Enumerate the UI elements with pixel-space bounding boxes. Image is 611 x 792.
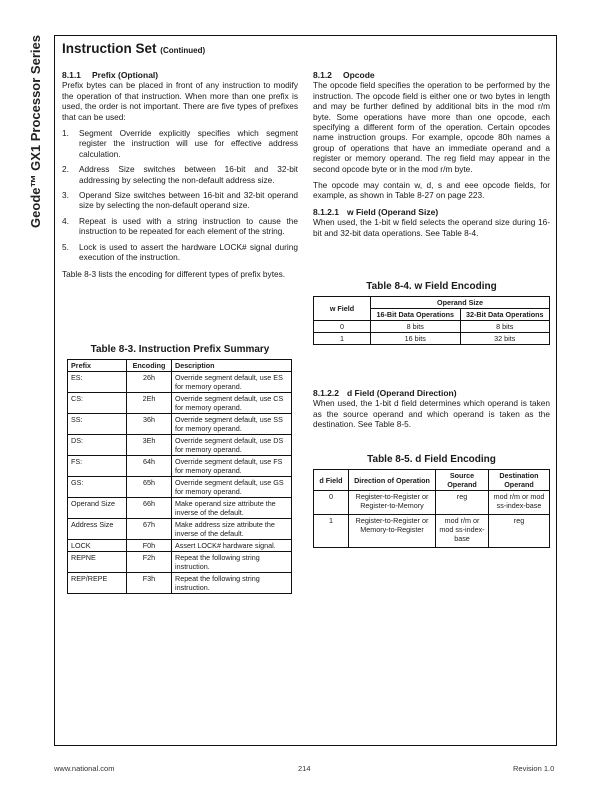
page-heading: Instruction Set (Continued): [62, 41, 206, 56]
column-header: Source Operand: [436, 470, 489, 491]
table-cell: 2Eh: [127, 393, 172, 414]
table-8-4: [313, 281, 550, 345]
paragraph: The opcode may contain w, d, s and eee opcode fields, for example, as shown in Table 8-27 on page 223.: [313, 180, 550, 201]
table-row: [68, 435, 292, 456]
table-row: [68, 573, 292, 594]
table-cell: 26h: [127, 372, 172, 393]
table-cell: REP/REPE: [68, 573, 127, 594]
table-cell: Override segment default, use DS for memory operand.: [172, 435, 292, 456]
table-cell: 0: [314, 491, 349, 515]
column-header: Description: [172, 360, 292, 372]
table-row: [314, 515, 550, 548]
revision: Revision 1.0: [513, 764, 555, 773]
paragraph: When used, the 1-bit d field determines which operand is taken as the source operand and which operand is taken as the destination. See Table 8-5.: [313, 398, 550, 430]
side-title: Geode™ GX1 Processor Series: [27, 34, 43, 228]
column-header: 32-Bit Data Operations: [460, 309, 550, 321]
table-cell: Override segment default, use CS for memory operand.: [172, 393, 292, 414]
prefix-list: [62, 128, 298, 262]
table-cell: reg: [489, 515, 550, 548]
table-row: [68, 477, 292, 498]
table-cell: Repeat the following string instruction.: [172, 573, 292, 594]
table-8-5: [313, 454, 550, 548]
table-row: 0 8 bits 8 bits: [314, 321, 550, 333]
column-header: 16-Bit Data Operations: [371, 309, 461, 321]
table-cell: GS:: [68, 477, 127, 498]
table-cell: 1: [314, 515, 349, 548]
table-cell: 65h: [127, 477, 172, 498]
section-heading: 8.1.1 Prefix (Optional): [62, 70, 159, 80]
table-cell: FS:: [68, 456, 127, 477]
list-item: 3. Operand Size switches between 16-bit and 32-bit operand size by selecting the non-default operand size.: [62, 190, 298, 211]
table-cell: REPNE: [68, 552, 127, 573]
list-item: 5. Lock is used to assert the hardware LOCK# signal during execution of the instruction.: [62, 241, 298, 263]
table-row: [68, 393, 292, 414]
column-header: w Field: [314, 297, 371, 321]
column-header: Prefix: [68, 360, 127, 372]
left-column: [62, 70, 298, 285]
table-cell: Override segment default, use GS for memory operand.: [172, 477, 292, 498]
table-row: [68, 456, 292, 477]
table-cell: 64h: [127, 456, 172, 477]
paragraph: Table 8-3 lists the encoding for different types of prefix bytes.: [62, 268, 286, 279]
table-cell: Make address size attribute the inverse of the default.: [172, 519, 292, 540]
subsection-heading: 8.1.2.1 w Field (Operand Size): [313, 206, 439, 217]
table-cell: 36h: [127, 414, 172, 435]
table-caption: Table 8-5. d Field Encoding: [367, 454, 496, 465]
table-cell: 3Eh: [127, 435, 172, 456]
column-header: Destination Operand: [489, 470, 550, 491]
table-cell: Address Size: [68, 519, 127, 540]
table-cell: mod r/m or mod ss-index-base: [489, 491, 550, 515]
table-cell: DS:: [68, 435, 127, 456]
column-header: d Field: [314, 470, 349, 491]
column-header: Direction of Operation: [349, 470, 436, 491]
table-row: [68, 498, 292, 519]
list-item: 2. Address Size switches between 16-bit and 32-bit addressing by selecting the non-default address size.: [62, 164, 298, 185]
list-item: 1. Segment Override explicitly specifies which segment register the instruction will use for effective address calculation.: [62, 128, 298, 159]
table-cell: SS:: [68, 414, 127, 435]
table-cell: F0h: [127, 540, 172, 552]
table-row: [68, 519, 292, 540]
table-cell: Assert LOCK# hardware signal.: [172, 540, 292, 552]
paragraph: Prefix bytes can be placed in front of any instruction to modify the operation of that instruction. When more than one prefix is used, the order is not important. There are five types of prefixes that can be used:: [62, 80, 298, 122]
table-caption: Table 8-4. w Field Encoding: [366, 281, 497, 292]
table-cell: Operand Size: [68, 498, 127, 519]
table-caption: Table 8-3. Instruction Prefix Summary: [90, 344, 270, 355]
table-cell: Override segment default, use FS for memory operand.: [172, 456, 292, 477]
table-8-3: [62, 344, 298, 594]
table-row: [68, 552, 292, 573]
table-row: [68, 540, 292, 552]
table-cell: 67h: [127, 519, 172, 540]
column-header: Encoding: [127, 360, 172, 372]
list-item: 4. Repeat is used with a string instruction to cause the instruction to be repeated for each element of the string.: [62, 215, 298, 237]
table-cell: ES:: [68, 372, 127, 393]
table-row: [314, 491, 550, 515]
paragraph: The opcode field specifies the operation to be performed by the instruction. The opcode field is either one or two bytes in length and may be further defined by additional bits in the mod r/m byte. Some operations have more than one opcode, each specifying a different form of the operation. Certain opcodes name instruction groups. For example, opcode 80h names a group of operations that have an immediate operand and a register or memory operand. The reg field may appear in the second opcode byte or in the mod r/m byte.: [313, 80, 550, 174]
table-row: [68, 414, 292, 435]
table-cell: Override segment default, use ES for memory operand.: [172, 372, 292, 393]
table-cell: LOCK: [68, 540, 127, 552]
table-cell: Register-to-Register or Memory-to-Register: [349, 515, 436, 548]
table-cell: CS:: [68, 393, 127, 414]
paragraph: When used, the 1-bit w field selects the operand size during 16-bit and 32-bit data operations. See Table 8-4.: [313, 217, 550, 238]
table-row: 1 16 bits 32 bits: [314, 333, 550, 345]
right-column: [313, 70, 550, 244]
table-cell: Repeat the following string instruction.: [172, 552, 292, 573]
table-cell: F3h: [127, 573, 172, 594]
footer-url: www.national.com: [54, 764, 115, 773]
right-column-lower: [313, 388, 550, 436]
table-cell: F2h: [127, 552, 172, 573]
table-cell: mod r/m or mod ss-index-base: [436, 515, 489, 548]
table-cell: Make operand size attribute the inverse of the default.: [172, 498, 292, 519]
group-header: Operand Size: [371, 297, 550, 309]
subsection-heading: 8.1.2.2 d Field (Operand Direction): [313, 388, 457, 398]
section-heading: 8.1.2 Opcode: [313, 70, 375, 80]
table-cell: Override segment default, use SS for memory operand.: [172, 414, 292, 435]
table-cell: Register-to-Register or Register-to-Memory: [349, 491, 436, 515]
table-cell: reg: [436, 491, 489, 515]
page-number: 214: [298, 764, 311, 773]
table-row: [68, 372, 292, 393]
table-cell: 66h: [127, 498, 172, 519]
